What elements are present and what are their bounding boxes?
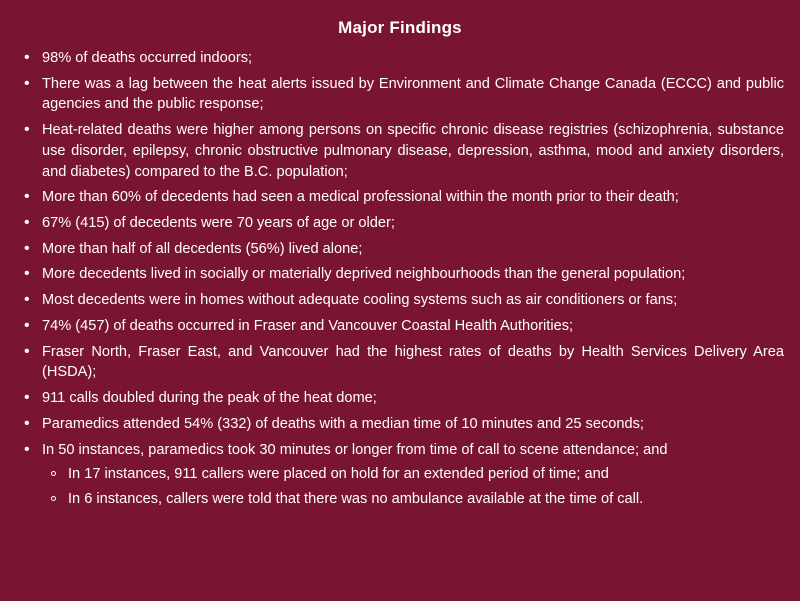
list-item: • 911 calls doubled during the peak of the heat dome;	[16, 388, 784, 409]
list-item: • Most decedents were in homes without adequate cooling systems such as air conditioners or fans;	[16, 290, 784, 311]
list-item: • 67% (415) of decedents were 70 years of age or older;	[16, 213, 784, 234]
list-item: • 98% of deaths occurred indoors;	[16, 48, 784, 69]
list-item: • 74% (457) of deaths occurred in Fraser and Vancouver Coastal Health Authorities;	[16, 316, 784, 337]
major-findings-list	[16, 48, 784, 510]
list-item: • More than 60% of decedents had seen a medical professional within the month prior to their death;	[16, 187, 784, 208]
list-item-text: In 50 instances, paramedics took 30 minutes or longer from time of call to scene attendance; and	[42, 441, 668, 458]
list-item	[16, 440, 784, 510]
page-title: Major Findings	[338, 18, 462, 37]
list-item: • Heat-related deaths were higher among persons on specific chronic disease registries (schizophrenia, substance use disorder, epilepsy, chronic obstructive pulmonary disease, depression, asthma, mood and anxiety disorders, and diabetes) compared to the B.C. population;	[16, 120, 784, 182]
list-item: • Fraser North, Fraser East, and Vancouver had the highest rates of deaths by Health Services Delivery Area (HSDA);	[16, 342, 784, 383]
sub-findings-list	[42, 464, 784, 509]
list-item: • There was a lag between the heat alerts issued by Environment and Climate Change Canada (ECCC) and public agencies and the public response;	[16, 74, 784, 115]
list-item: • Paramedics attended 54% (332) of deaths with a median time of 10 minutes and 25 seconds;	[16, 414, 784, 435]
sub-list-item: In 6 instances, callers were told that there was no ambulance available at the time of call.	[42, 489, 784, 510]
list-item: • More than half of all decedents (56%) lived alone;	[16, 239, 784, 260]
list-item: • More decedents lived in socially or materially deprived neighbourhoods than the general population;	[16, 264, 784, 285]
sub-list-item: In 17 instances, 911 callers were placed on hold for an extended period of time; and	[42, 464, 784, 485]
